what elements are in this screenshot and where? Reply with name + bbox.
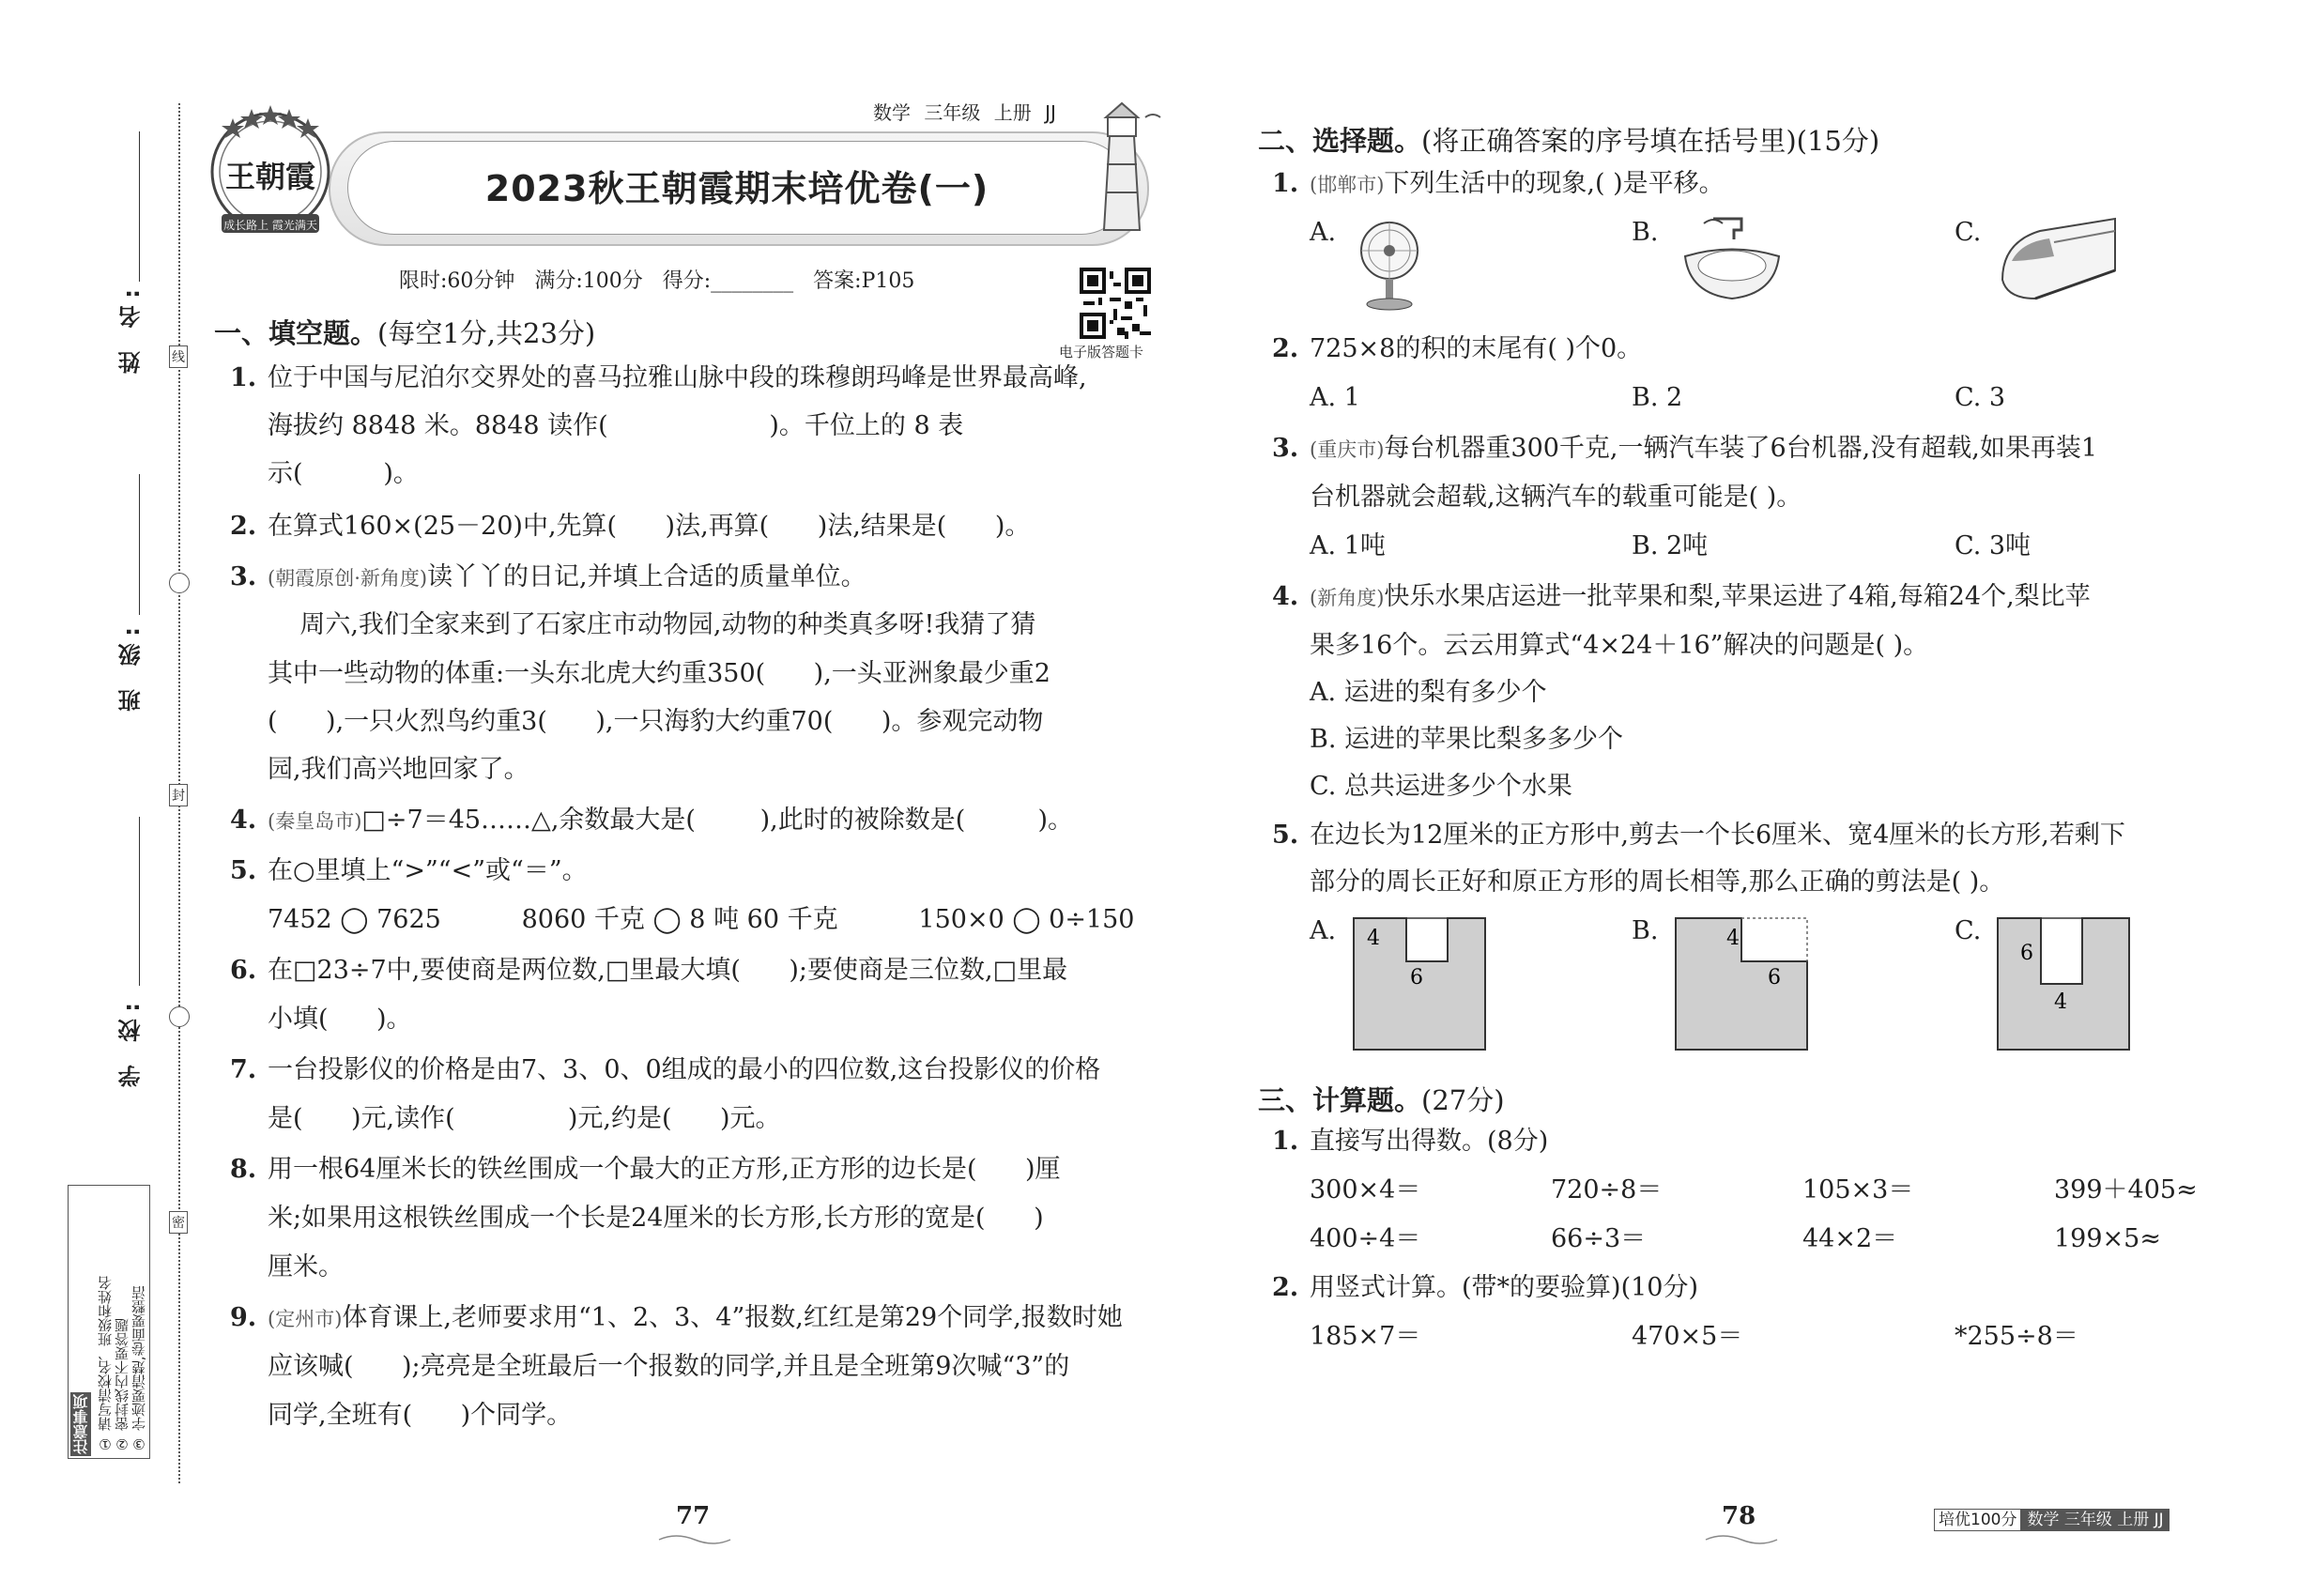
question-text: 725×8的积的末尾有( )个0。 xyxy=(1310,334,1643,363)
question-continuation xyxy=(268,705,1043,739)
cut-figure-c xyxy=(1996,916,2132,1052)
question-line xyxy=(230,510,1030,544)
class-label: 班 级: xyxy=(118,620,145,712)
option-a[interactable]: A. 1吨 xyxy=(1310,531,1386,560)
s2-q4 xyxy=(1272,580,2091,615)
vertical-calc-item[interactable]: 470×5＝ xyxy=(1632,1322,1743,1351)
question-text: 厘米。 xyxy=(268,1252,344,1281)
option-c[interactable]: C. 3 xyxy=(1955,383,2006,412)
logo-text: 王朝霞 xyxy=(224,159,315,194)
s2-q5 xyxy=(1272,819,2125,852)
cut-figure-a xyxy=(1352,916,1488,1052)
fig-b-length-label: 6 xyxy=(1768,966,1781,990)
question-line xyxy=(230,1153,1061,1187)
question-continuation xyxy=(268,1251,344,1284)
section1-heading xyxy=(214,313,595,351)
question-text: 示( )。 xyxy=(268,459,419,488)
lighthouse-icon xyxy=(1080,99,1164,239)
question-text: 读丫丫的日记,并填上合适的质量单位。 xyxy=(427,562,866,591)
footer-badge-text: 数学 三年级 上册 JJ xyxy=(2021,1509,2169,1531)
fig-b-width-label: 4 xyxy=(1726,927,1740,950)
question-text: 在□23÷7中,要使商是两位数,□里最大填( );要使商是三位数,□里最 xyxy=(268,956,1068,985)
question-continuation xyxy=(268,409,963,443)
logo-ribbon: 成长路上 霞光满天 xyxy=(223,219,317,232)
notice-title: 注意事项 xyxy=(72,1394,90,1454)
school-field[interactable] xyxy=(139,817,140,986)
section1-note: (每空1分,共23分) xyxy=(377,317,596,349)
question-line xyxy=(230,804,1073,838)
s2-q3 xyxy=(1272,432,2097,467)
question-text: 下列生活中的现象,( )是平移。 xyxy=(1384,169,1725,198)
question-source: (邯郸市) xyxy=(1310,174,1385,196)
section3-note: (27分) xyxy=(1421,1084,1505,1116)
question-text: 其中一些动物的体重:一头东北虎大约重350( ),一头亚洲象最少重2 xyxy=(268,659,1050,688)
question-text: 用一根64厘米长的铁丝围成一个最大的正方形,正方形的边长是( )厘 xyxy=(268,1155,1061,1184)
question-number: 5. xyxy=(230,856,257,885)
s2-q4-cont: 果多16个。云云用算式“4×24＋16”解决的问题是( )。 xyxy=(1310,631,1929,660)
question-text: 用竖式计算。(带*的要验算)(10分) xyxy=(1310,1273,1698,1302)
notice-item: ③ 字迹要清楚,卷面要整洁 xyxy=(130,1285,147,1452)
question-number: 1. xyxy=(1272,169,1299,198)
vertical-calc-item[interactable]: *255÷8＝ xyxy=(1955,1322,2078,1351)
wave-ornament-icon xyxy=(657,1530,732,1545)
binding-hole xyxy=(169,573,190,593)
seal-mark-line: 线 xyxy=(169,345,188,368)
calc-item[interactable]: 720÷8＝ xyxy=(1551,1175,1663,1205)
question-text: 在算式160×(25－20)中,先算( )法,再算( )法,结果是( )。 xyxy=(268,512,1031,541)
question-text: 7452 ◯ 7625 8060 千克 ◯ 8 吨 60 千克 150×0 ◯ 0÷150 xyxy=(268,905,1135,934)
section2-title: 二、选择题。 xyxy=(1258,125,1422,157)
cut-figure-b xyxy=(1674,916,1810,1052)
option-c[interactable]: C. xyxy=(1955,218,1982,247)
s2-q2 xyxy=(1272,332,1642,366)
brand-logo xyxy=(205,101,336,233)
qr-caption: 电子版答题卡 xyxy=(1059,344,1144,361)
option-c[interactable]: C. 总共运进多少个水果 xyxy=(1310,772,1572,801)
s2-q1 xyxy=(1272,167,1725,202)
fig-c-width-label: 4 xyxy=(2054,990,2067,1014)
question-continuation xyxy=(268,1350,1069,1384)
s2-q5-cont: 部分的周长正好和原正方形的周长相等,那么正确的剪法是( )。 xyxy=(1310,867,2005,897)
question-number: 4. xyxy=(230,806,257,835)
question-continuation xyxy=(268,1202,1044,1235)
fig-c-length-label: 6 xyxy=(2020,942,2033,965)
question-continuation xyxy=(268,608,1035,642)
question-source: (重庆市) xyxy=(1310,438,1385,461)
high-speed-train-icon xyxy=(1998,214,2120,308)
option-a[interactable]: A. xyxy=(1310,218,1337,247)
option-b[interactable]: B. xyxy=(1632,218,1659,247)
notice-item: ② 密封线内不要答题 xyxy=(114,1318,130,1452)
question-line xyxy=(230,1301,1123,1336)
question-line xyxy=(230,854,588,888)
page-number-left: 77 xyxy=(676,1502,711,1530)
question-text: 是( )元,读作( )元,约是( )元。 xyxy=(268,1104,781,1133)
vertical-calc-item[interactable]: 185×7＝ xyxy=(1310,1322,1421,1351)
wave-ornament-icon xyxy=(1704,1530,1779,1545)
calc-item[interactable]: 399＋405≈ xyxy=(2054,1175,2198,1205)
school-label: 学 校: xyxy=(118,995,145,1087)
question-text: 周六,我们全家来到了石家庄市动物园,动物的种类真多呀!我猜了猜 xyxy=(268,610,1036,639)
question-number: 9. xyxy=(230,1303,257,1332)
question-text: 米;如果用这根铁丝围成一个长是24厘米的长方形,长方形的宽是( ) xyxy=(268,1204,1044,1233)
question-line xyxy=(230,954,1067,988)
question-number: 2. xyxy=(1272,1273,1299,1302)
question-text: 在○里填上“>”“<”或“＝”。 xyxy=(268,856,588,885)
option-c[interactable]: C. xyxy=(1955,916,1982,945)
option-b[interactable]: B. xyxy=(1632,916,1659,945)
class-field[interactable] xyxy=(139,474,140,615)
fig-a-width-label: 4 xyxy=(1367,927,1380,950)
option-a[interactable]: A. 1 xyxy=(1310,383,1360,412)
question-source: (秦皇岛市) xyxy=(268,810,362,833)
section2-heading xyxy=(1258,120,1879,159)
section3-heading xyxy=(1258,1080,1505,1118)
question-line xyxy=(230,361,1087,395)
question-text: 每台机器重300千克,一辆汽车装了6台机器,没有超载,如果再装1 xyxy=(1384,434,2098,463)
question-number: 1. xyxy=(230,363,257,392)
option-b[interactable]: B. 2吨 xyxy=(1632,531,1709,560)
option-c[interactable]: C. 3吨 xyxy=(1955,531,2032,560)
question-text: ( ),一只火烈鸟约重3( ),一只海豹大约重70( )。参观完动物 xyxy=(268,707,1044,736)
question-number: 1. xyxy=(1272,1127,1299,1156)
fig-a-length-label: 6 xyxy=(1410,966,1423,990)
section2-note: (将正确答案的序号填在括号里)(15分) xyxy=(1421,125,1880,157)
notice-box xyxy=(68,1185,150,1459)
question-number: 3. xyxy=(1272,434,1299,463)
question-text: 在边长为12厘米的正方形中,剪去一个长6厘米、宽4厘米的长方形,若剩下 xyxy=(1310,821,2125,850)
subject-line: 数学 三年级 上册 JJ xyxy=(873,101,1056,124)
question-text: 体育课上,老师要求用“1、2、3、4”报数,红红是第29个同学,报数时她 xyxy=(342,1303,1123,1332)
question-line xyxy=(230,560,866,595)
question-continuation xyxy=(268,753,529,787)
question-text: 应该喊( );亮亮是全班最后一个报数的同学,并且是全班第9次喊“3”的 xyxy=(268,1352,1070,1381)
seal-mark-seal: 封 xyxy=(169,784,188,806)
question-text: 直接写出得数。(8分) xyxy=(1310,1127,1549,1156)
footer-badge xyxy=(1934,1506,2170,1529)
s3-q2 xyxy=(1272,1271,1698,1305)
question-number: 8. xyxy=(230,1155,257,1184)
question-text: 园,我们高兴地回家了。 xyxy=(268,755,529,784)
question-source: (定州市) xyxy=(268,1308,343,1330)
question-continuation xyxy=(268,1399,572,1433)
exam-meta: 限时:60分钟 满分:100分 得分:________ 答案:P105 xyxy=(399,269,915,293)
calc-item[interactable]: 105×3＝ xyxy=(1802,1175,1914,1205)
question-number: 5. xyxy=(1272,821,1299,850)
question-continuation xyxy=(268,457,419,491)
question-text: □÷7＝45……△,余数最大是( ),此时的被除数是( )。 xyxy=(361,806,1074,835)
calc-item[interactable]: 400÷4＝ xyxy=(1310,1224,1421,1253)
seal-mark-secret: 密 xyxy=(169,1211,188,1234)
question-continuation xyxy=(268,903,1134,937)
question-number: 2. xyxy=(1272,334,1299,363)
section3-title: 三、计算题。 xyxy=(1258,1084,1422,1116)
electric-fan-icon xyxy=(1352,218,1427,312)
question-continuation xyxy=(268,657,1050,691)
question-text: 位于中国与尼泊尔交界处的喜马拉雅山脉中段的珠穆朗玛峰是世界最高峰, xyxy=(268,363,1087,392)
question-source: (新角度) xyxy=(1310,587,1385,609)
section1-title: 一、填空题。 xyxy=(214,317,378,349)
calc-item[interactable]: 44×2＝ xyxy=(1802,1224,1898,1253)
question-number: 4. xyxy=(1272,582,1299,611)
question-line xyxy=(230,1053,1100,1087)
question-number: 2. xyxy=(230,512,257,541)
calc-item[interactable]: 66÷3＝ xyxy=(1551,1224,1647,1253)
option-a[interactable]: A. 运进的梨有多少个 xyxy=(1310,678,1547,707)
s3-q1 xyxy=(1272,1125,1548,1159)
question-number: 7. xyxy=(230,1055,257,1084)
question-text: 小填( )。 xyxy=(268,1005,412,1034)
option-a[interactable]: A. xyxy=(1310,916,1337,945)
question-number: 6. xyxy=(230,956,257,985)
calc-item[interactable]: 300×4＝ xyxy=(1310,1175,1421,1205)
wash-basin-icon xyxy=(1676,214,1788,308)
page-title: 2023秋王朝霞期末培优卷(一) xyxy=(484,168,989,209)
s2-q3-cont: 台机器就会超载,这辆汽车的载重可能是( )。 xyxy=(1310,483,1802,512)
question-text: 一台投影仪的价格是由7、3、0、0组成的最小的四位数,这台投影仪的价格 xyxy=(268,1055,1101,1084)
question-number: 3. xyxy=(230,562,257,591)
question-text: 同学,全班有( )个同学。 xyxy=(268,1401,573,1430)
question-text: 快乐水果店运进一批苹果和梨,苹果运进了4箱,每箱24个,梨比苹 xyxy=(1384,582,2091,611)
question-text: 海拔约 8848 米。8848 读作( )。千位上的 8 表 xyxy=(268,411,964,440)
question-source: (朝霞原创·新角度) xyxy=(268,567,428,590)
notice-item: ① 请写清校名、班级和姓名 xyxy=(97,1276,114,1452)
question-continuation xyxy=(268,1003,412,1036)
footer-badge-tag: 培优100分 xyxy=(1934,1509,2021,1531)
option-b[interactable]: B. 运进的苹果比梨多多少个 xyxy=(1310,725,1624,754)
calc-item[interactable]: 199×5≈ xyxy=(2054,1224,2161,1253)
name-label: 姓 名: xyxy=(118,282,145,374)
binding-hole xyxy=(169,1006,190,1027)
question-continuation xyxy=(268,1102,781,1136)
name-field[interactable] xyxy=(139,131,140,282)
option-b[interactable]: B. 2 xyxy=(1632,383,1683,412)
page-number-right: 78 xyxy=(1722,1502,1756,1530)
qr-code-icon[interactable] xyxy=(1080,268,1151,339)
